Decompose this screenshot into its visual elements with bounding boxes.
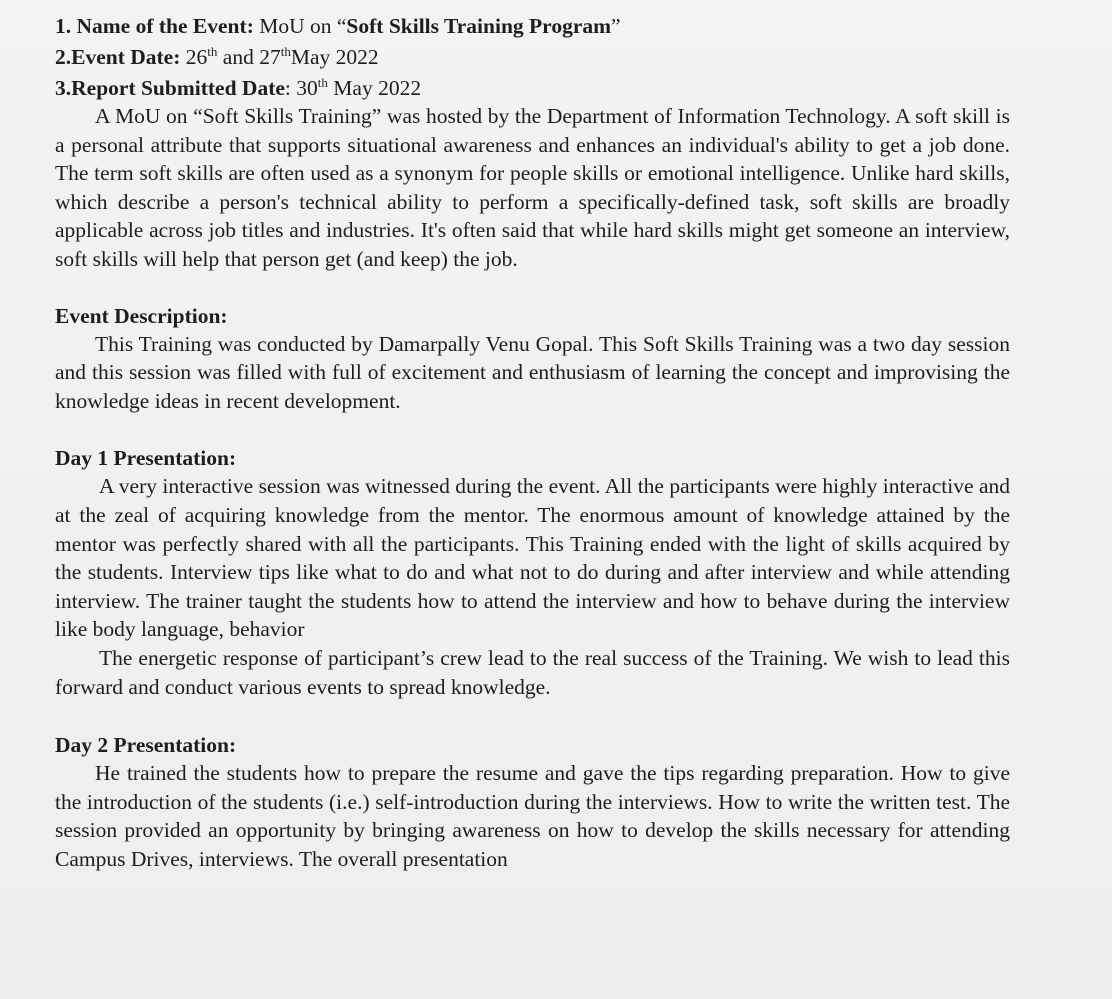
day1-text-1: A very interactive session was witnessed during the event. All the participants were highly interactive and at the zeal of acquiring knowledge from the mentor. The enormous amount of knowledge attained by the mentor was perfectly shared with all the participants. This Training ended with the light of skills acquired by the students. Interview tips like what to do and what not to do during and after interview and while attending interview. The trainer taught the students how to attend the interview and how to behave during the interview like body language, behavior <box>55 474 1010 642</box>
event-description-text: This Training was conducted by Damarpally Venu Gopal. This Soft Skills Training was a two day session and this session was filled with full of excitement and enthusiasm of learning the concept and improvising the knowledge ideas in recent development. <box>55 331 1010 413</box>
event-date-day1: 26 <box>185 45 208 69</box>
event-name-title: Soft Skills Training Program <box>346 14 612 38</box>
report-date-sup: th <box>317 75 328 90</box>
event-date-sup1: th <box>207 44 218 59</box>
report-date-month: May 2022 <box>327 76 422 100</box>
report-date-line: 3.Report Submitted Date: 30th May 2022 <box>55 75 422 100</box>
day1-heading: Day 1 Presentation: <box>55 446 237 471</box>
event-description-heading: Event Description: <box>55 303 228 328</box>
event-date-mid: and 27 <box>217 45 281 69</box>
day1-text-2: The energetic response of participant’s crew lead to the real success of the Training. We wish to lead this forward and conduct various events to spread knowledge. <box>55 645 1010 699</box>
event-name-suffix: ” <box>611 14 621 38</box>
event-date-line: 2.Event Date: 26th and 27thMay 2022 <box>55 44 379 69</box>
event-name-label: 1. Name of the Event <box>55 14 247 38</box>
event-date-label: 2.Event Date <box>55 45 174 69</box>
report-date-label: 3.Report Submitted Date <box>55 76 285 100</box>
report-date-day: 30 <box>296 76 318 100</box>
intro-paragraph: A MoU on “Soft Skills Training” was hosted by the Department of Information Technology. A soft skill is a personal attribute that supports situational awareness and enhances an individual's ability to get a job done. The term soft skills are often used as a synonym for people skills or emotional intelligence. Unlike hard skills, which describe a person's technical ability to perform a specifically-defined task, soft skills are broadly applicable across job titles and industries. It's often said that while hard skills might get someone an interview, soft skills will help that person get (and keep) the job. <box>55 104 1010 271</box>
day2-heading: Day 2 Presentation: <box>55 733 237 758</box>
event-date-month: May 2022 <box>290 45 379 69</box>
event-date-sup2: th <box>280 44 291 59</box>
event-name-line: 1. Name of the Event: MoU on “Soft Skills Training Program” <box>55 14 621 38</box>
event-name-prefix: MoU on “ <box>259 14 347 38</box>
day2-text: He trained the students how to prepare the resume and gave the tips regarding preparation. How to give the introduction of the students (i.e.) self-introduction during the interviews. How to write the written test. The session provided an opportunity by bringing awareness on how to develop the skills necessary for attending Campus Drives, interviews. The overall presentation <box>55 761 1010 871</box>
